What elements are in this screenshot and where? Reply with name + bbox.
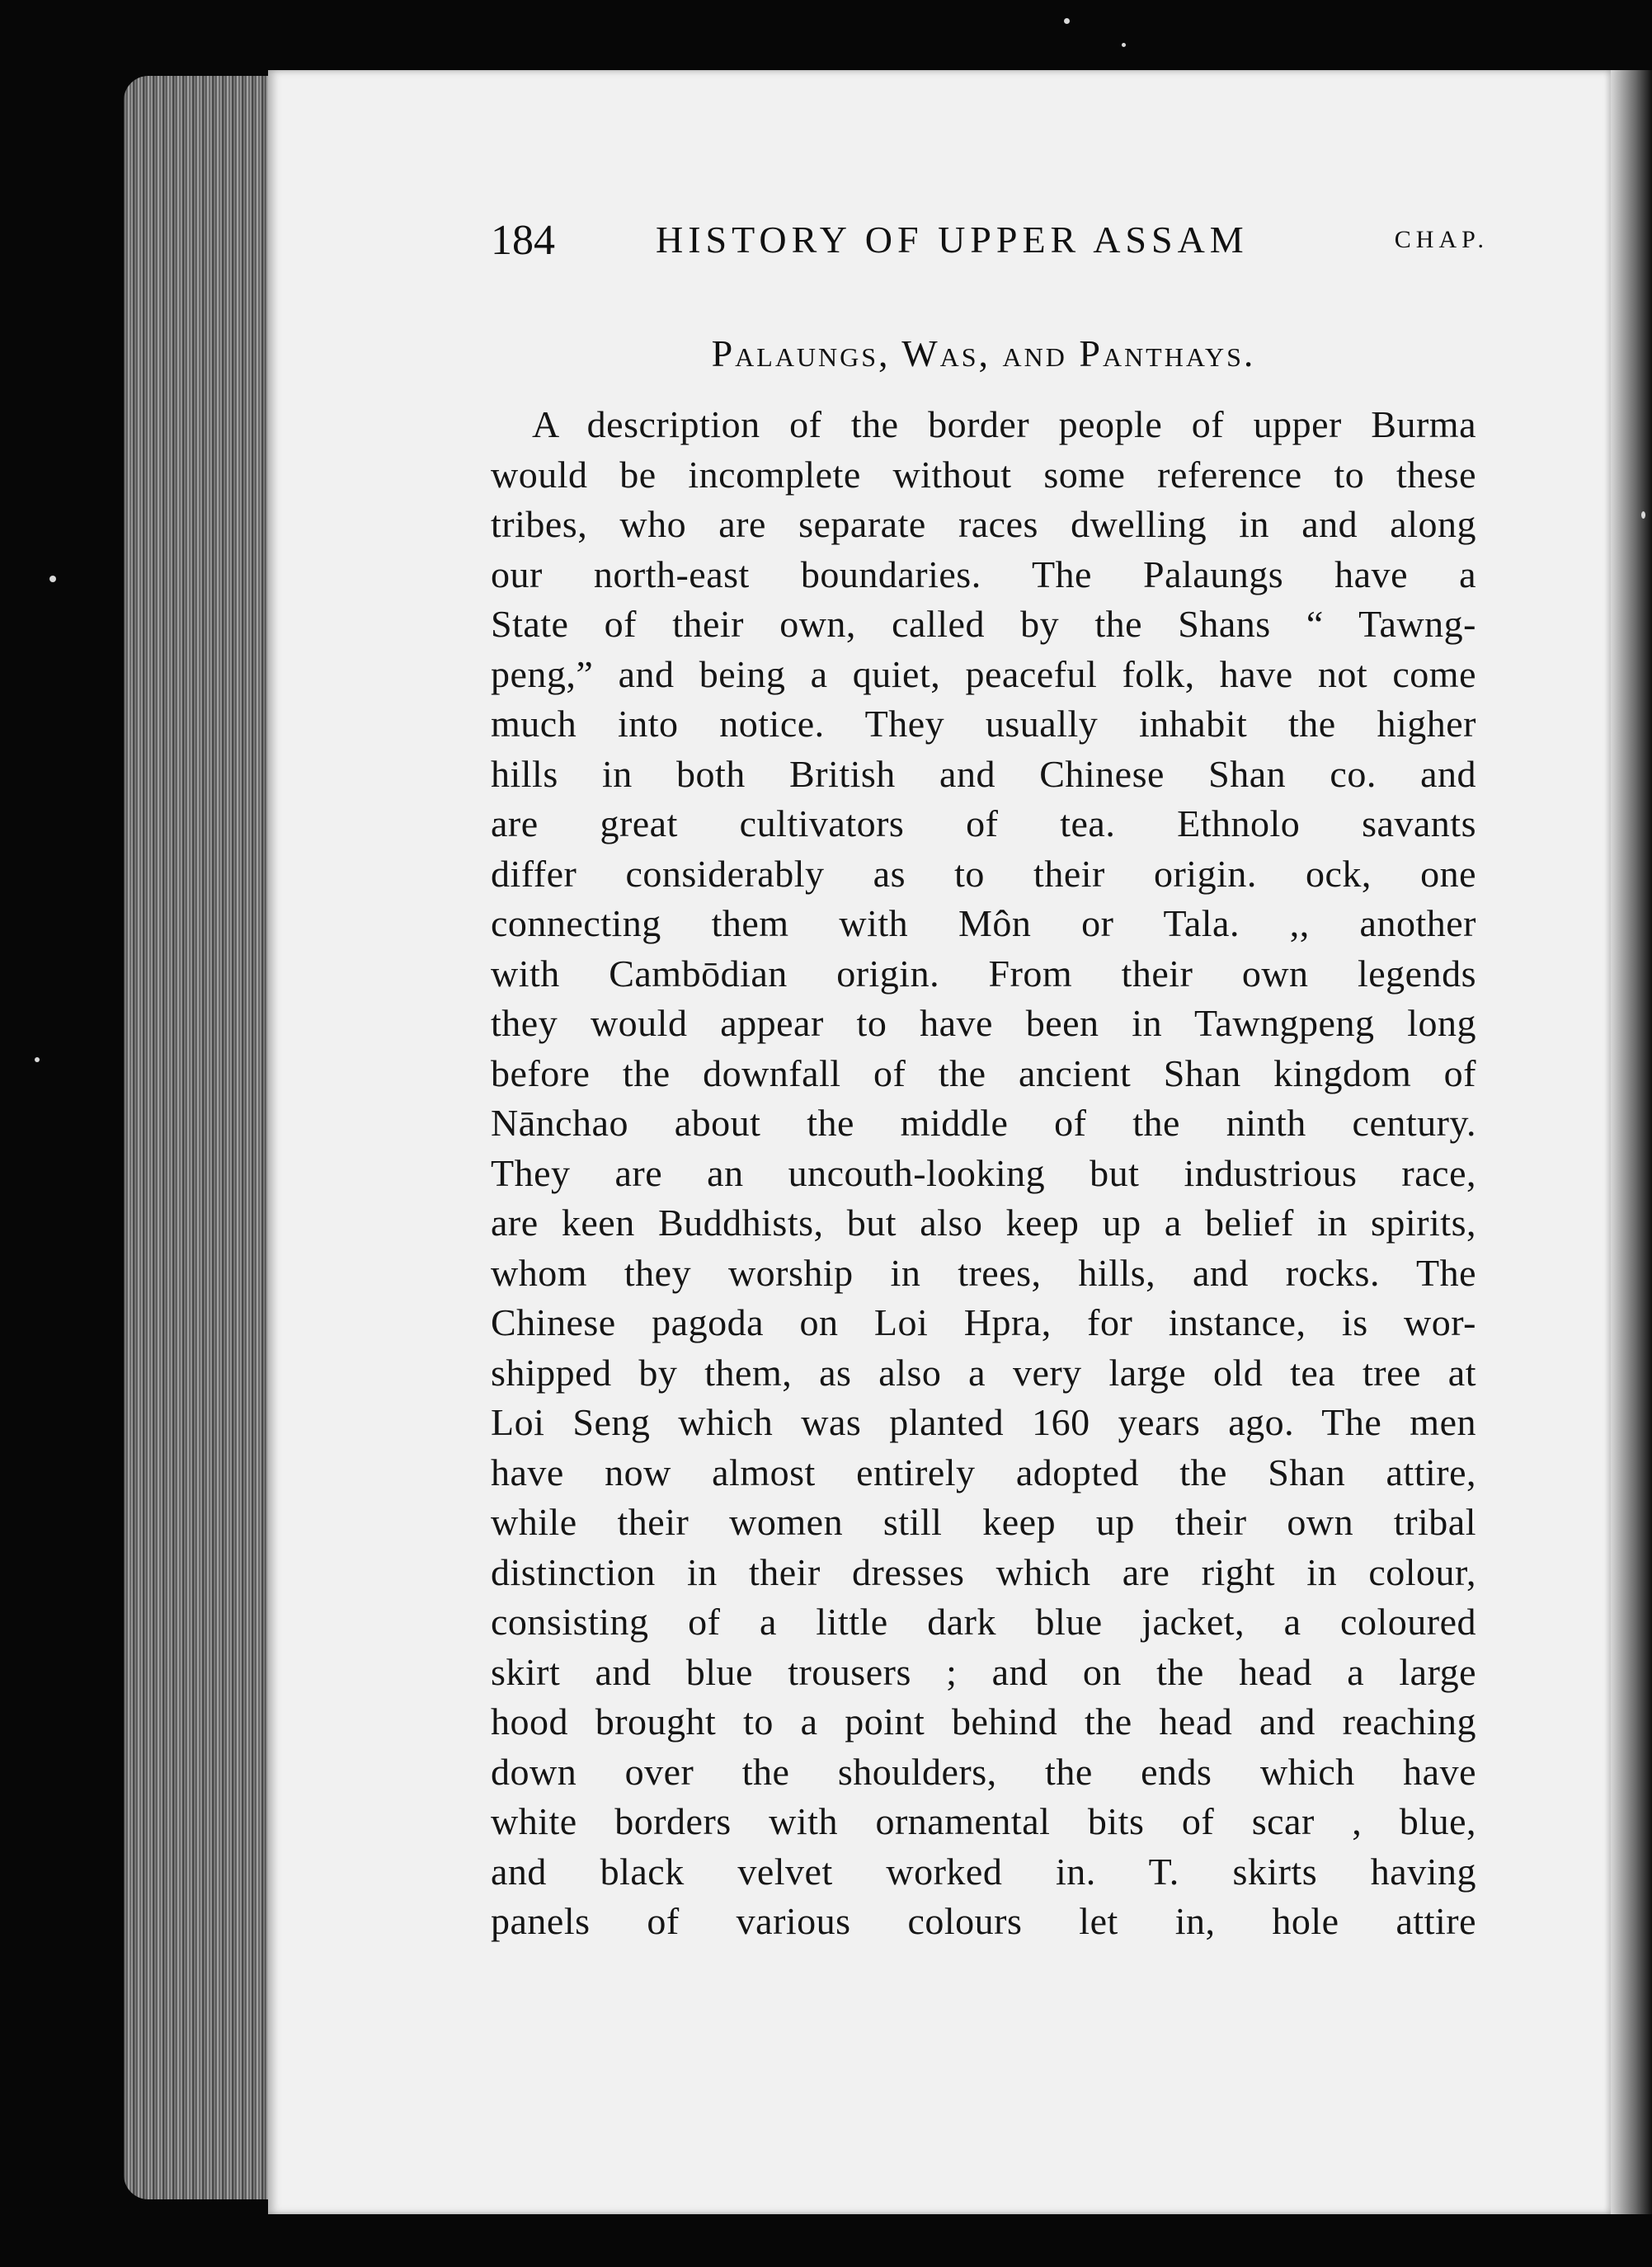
text-line: Nānchao about the middle of the ninth century.	[491, 1102, 1476, 1144]
chapter-label: CHAP.	[1394, 226, 1489, 253]
text-line: they would appear to have been in Tawngpeng long	[491, 1002, 1476, 1044]
text-line: panels of various colours let in, hole attire	[491, 1900, 1476, 1942]
page-number: 184	[491, 217, 555, 264]
text-line: skirt and blue trousers ; and on the head a large	[491, 1650, 1476, 1693]
text-line: differ considerably as to their origin. ock, one	[491, 852, 1476, 895]
text-line: consisting of a little dark blue jacket, a coloured	[491, 1601, 1476, 1643]
text-line: connecting them with Môn or Tala. ,, another	[491, 902, 1476, 944]
text-line: would be incomplete without some reference to these	[491, 453, 1476, 496]
dust-speck	[1641, 511, 1645, 519]
text-line: white borders with ornamental bits of scar , blue,	[491, 1800, 1476, 1842]
dust-speck	[49, 576, 56, 582]
dust-speck	[1122, 43, 1126, 47]
text-line: hills in both British and Chinese Shan co. and	[491, 752, 1476, 795]
text-line: down over the shoulders, the ends which have	[491, 1750, 1476, 1793]
text-line: peng,” and being a quiet, peaceful folk, have not come	[491, 652, 1476, 695]
text-line: distinction in their dresses which are right in colour,	[491, 1550, 1476, 1593]
running-head	[491, 216, 1489, 266]
section-heading: Palaungs, Was, and Panthays.	[711, 332, 1256, 374]
body-paragraph	[491, 400, 1476, 1947]
text-line: A description of the border people of upper Burma	[532, 403, 1476, 445]
text-line: hood brought to a point behind the head and reaching	[491, 1700, 1476, 1743]
text-line: whom they worship in trees, hills, and rocks. The	[491, 1251, 1476, 1294]
text-line: are great cultivators of tea. Ethnolo savants	[491, 802, 1476, 844]
text-line: tribes, who are separate races dwelling in and along	[491, 503, 1476, 545]
text-line: and black velvet worked in. T. skirts having	[491, 1850, 1476, 1893]
text-line: Loi Seng which was planted 160 years ago. The men	[491, 1401, 1476, 1443]
running-title: HISTORY OF UPPER ASSAM	[656, 219, 1249, 261]
dust-speck	[1064, 18, 1070, 24]
dust-speck	[35, 1057, 40, 1062]
text-line: State of their own, called by the Shans “ Tawng-	[491, 603, 1476, 645]
text-line: have now almost entirely adopted the Shan attire,	[491, 1451, 1476, 1493]
text-line: much into notice. They usually inhabit the higher	[491, 703, 1476, 745]
text-line: are keen Buddhists, but also keep up a belief in spirits,	[491, 1202, 1476, 1244]
text-line: before the downfall of the ancient Shan kingdom of	[491, 1051, 1476, 1094]
text-line: Chinese pagoda on Loi Hpra, for instance, is wor-	[491, 1301, 1476, 1343]
text-line: shipped by them, as also a very large old tea tree at	[491, 1351, 1476, 1394]
text-line: with Cambōdian origin. From their own legends	[491, 952, 1476, 995]
text-line: our north-east boundaries. The Palaungs have a	[491, 553, 1476, 595]
page-edges-stack	[124, 76, 272, 2199]
page-right-edge	[1611, 70, 1652, 2214]
text-line: They are an uncouth-looking but industrious race,	[491, 1151, 1476, 1194]
text-line: while their women still keep up their own tribal	[491, 1501, 1476, 1543]
